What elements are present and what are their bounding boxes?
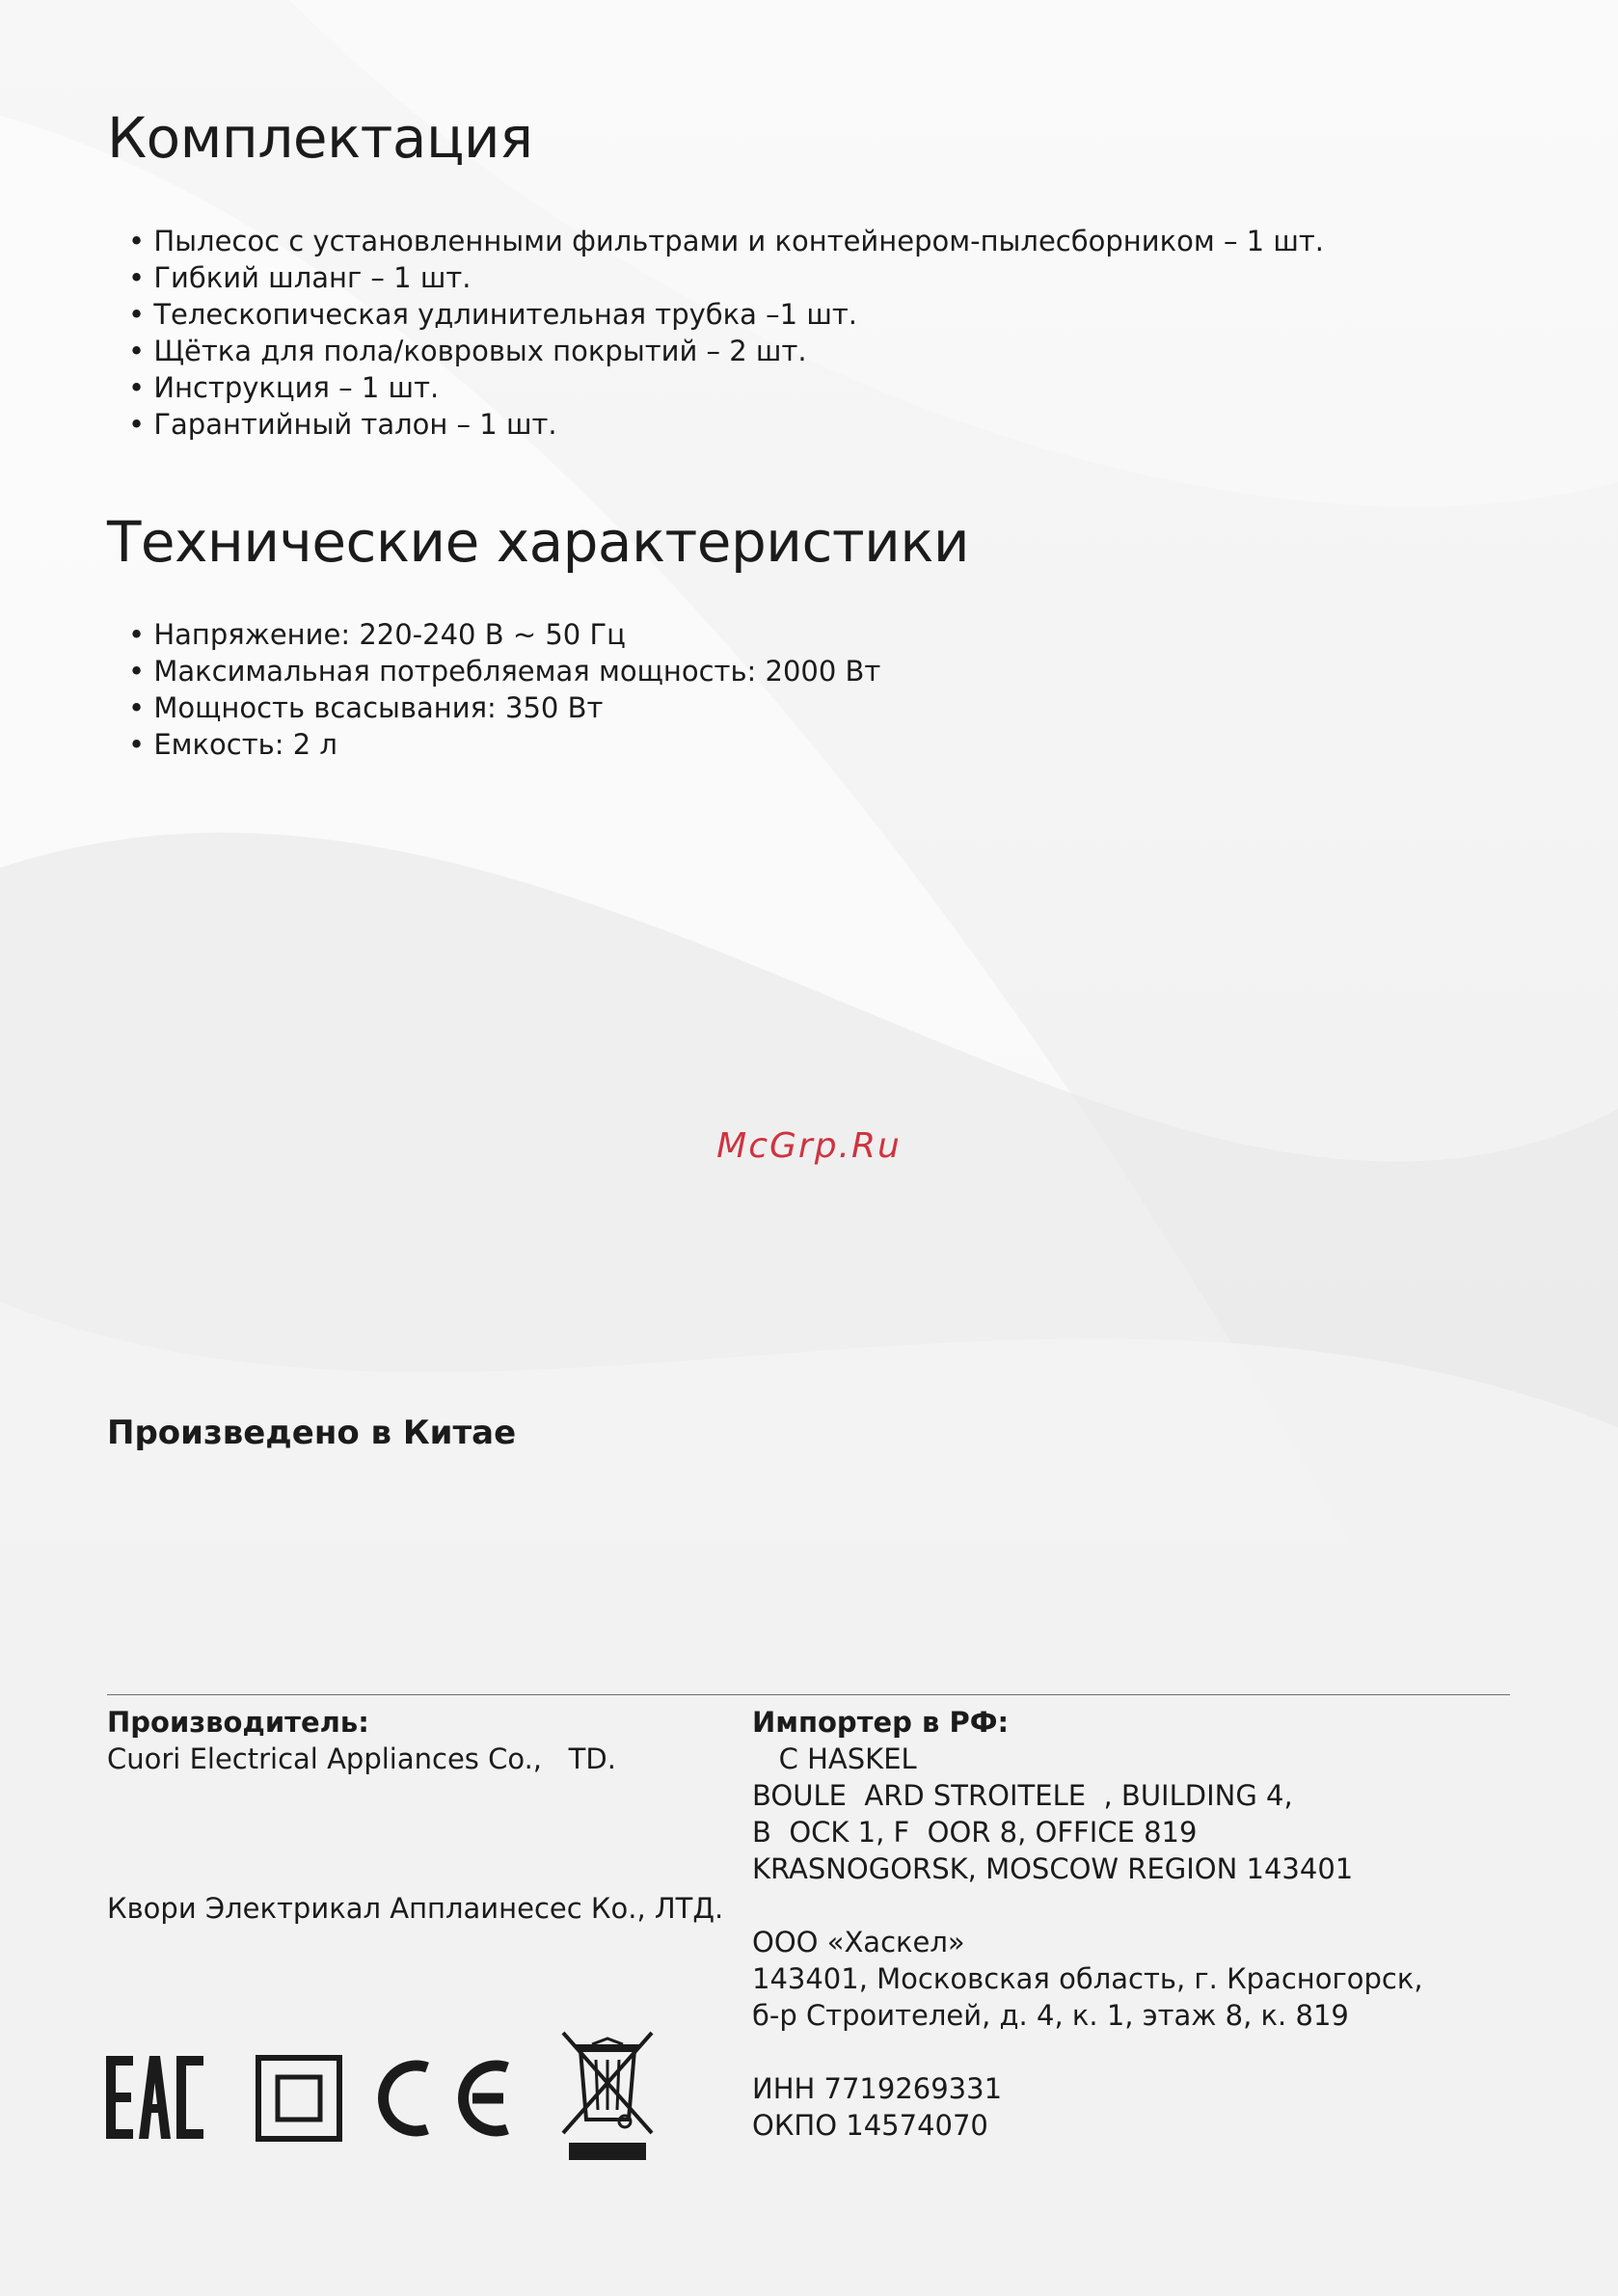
spacer xyxy=(752,2034,1423,2070)
specs-title: Технические характеристики xyxy=(107,509,970,575)
importer-label: Импортер в РФ: xyxy=(752,1706,1010,1739)
importer-block xyxy=(752,1704,1423,2144)
importer-line-ru: б-р Строителей, д. 4, к. 1, этаж 8, к. 819 xyxy=(752,1999,1349,2032)
double-square-icon xyxy=(258,2058,339,2139)
importer-line-en: BOULE ARD STROITELE , BUILDING 4, xyxy=(752,1779,1293,1812)
kit-title: Комплектация xyxy=(107,105,533,171)
manufacturer-name-en: Cuori Electrical Appliances Co., TD. xyxy=(107,1742,616,1775)
crossed-bin-icon xyxy=(563,2033,652,2160)
list-item: • Телескопическая удлинительная трубка –1 шт. xyxy=(128,296,1324,333)
list-item: • Гарантийный талон – 1 шт. xyxy=(128,406,1324,443)
importer-line-en: B OCK 1, F OOR 8, OFFICE 819 xyxy=(752,1816,1198,1849)
manufacturer-label: Производитель: xyxy=(107,1706,369,1739)
made-in-label: Произведено в Китае xyxy=(107,1414,517,1452)
list-item: • Гибкий шланг – 1 шт. xyxy=(128,259,1324,296)
manufacturer-block xyxy=(107,1704,616,1777)
specs-list xyxy=(128,616,880,763)
list-item: • Напряжение: 220-240 В ~ 50 Гц xyxy=(128,616,880,653)
ce-mark-icon xyxy=(384,2066,507,2131)
importer-inn: ИНН 7719269331 xyxy=(752,2072,1003,2105)
watermark-text: McGrp.Ru xyxy=(716,1126,902,1166)
importer-line-ru: 143401, Московская область, г. Красногорск, xyxy=(752,1962,1423,1995)
kit-list xyxy=(128,223,1324,443)
importer-line-en: C HASKEL xyxy=(752,1742,917,1775)
list-item: • Максимальная потребляемая мощность: 2000 Вт xyxy=(128,653,880,689)
list-item: • Инструкция – 1 шт. xyxy=(128,369,1324,406)
divider xyxy=(107,1694,1510,1695)
eac-mark-icon xyxy=(106,2056,203,2139)
manufacturer-name-ru: Квори Электрикал Апплаинесес Ко., ЛТД. xyxy=(107,1892,724,1925)
list-item: • Щётка для пола/ковровых покрытий – 2 шт. xyxy=(128,333,1324,369)
list-item: • Пылесос с установленными фильтрами и контейнером-пылесборником – 1 шт. xyxy=(128,223,1324,259)
importer-line-ru: ООО «Хаскел» xyxy=(752,1926,965,1958)
importer-okpo: ОКПО 14574070 xyxy=(752,2109,988,2142)
spacer xyxy=(752,1887,1423,1924)
importer-line-en: KRASNOGORSK, MOSCOW REGION 143401 xyxy=(752,1852,1354,1885)
certification-marks xyxy=(104,2025,663,2170)
list-item: • Мощность всасывания: 350 Вт xyxy=(128,689,880,726)
list-item: • Емкость: 2 л xyxy=(128,726,880,763)
